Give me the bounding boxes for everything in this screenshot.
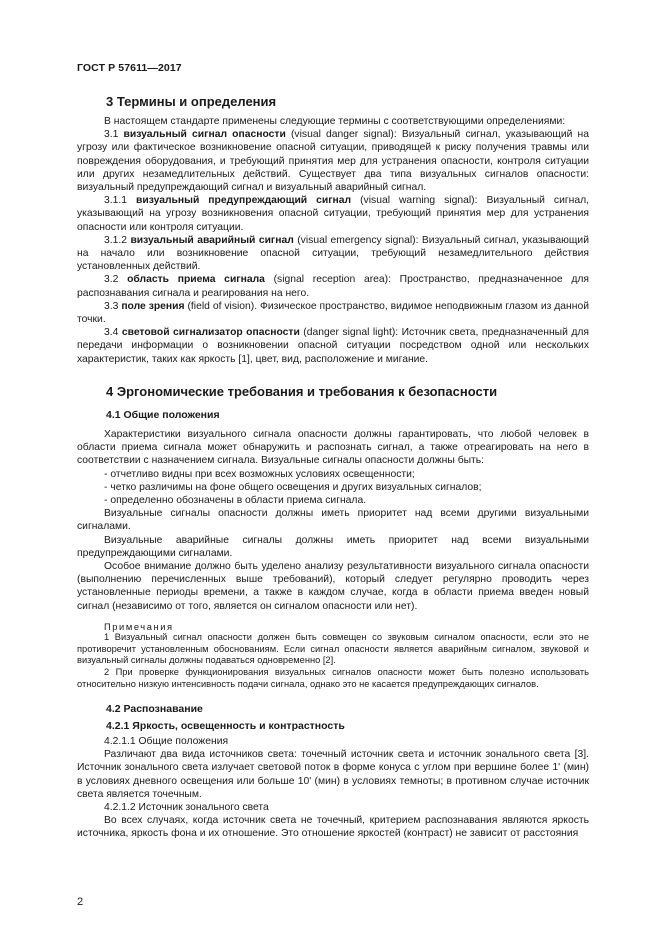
term-3-4-name: световой сигнализатор опасности — [121, 327, 300, 339]
term-3-1-2: 3.1.2 визуальный аварийный сигнал (visual emergency signal): Визуальный сигнал, указывающий на начало или возникновение опасной ситуации, требующий незамедлительного действия установленных действий. — [77, 234, 589, 273]
term-3-1-name: визуальный сигнал опасности — [123, 129, 286, 141]
paragraph: Визуальные сигналы опасности должны иметь приоритет над всеми другими визуальными сигналами. — [77, 508, 589, 533]
bullet-item: - четко различимы на фоне общего освещения и других визуальных сигналов; — [104, 481, 482, 493]
page-number: 2 — [77, 896, 84, 908]
section-4-2-1-body — [77, 735, 589, 841]
document-header: ГОСТ Р 57611—2017 — [77, 62, 182, 74]
section-4-1-title: 4.1 Общие положения — [106, 409, 220, 421]
term-3-1-2-name: визуальный аварийный сигнал — [130, 234, 294, 246]
term-3-4: 3.4 световой сигнализатор опасности (danger signal light): Источник света, предназначенный для передачи информации о возникновении опасной ситуации посредством одной или нескольких характеристик, таких как яркость [1], цвет, вид, расположение и мигание. — [77, 327, 590, 365]
paragraph: Характеристики визуального сигнала опасности должны гарантировать, что любой человек в области приема сигнала может обнаружить и распознать сигнал, а также отреагировать на него в соответствии с назначением сигнала. Визуальные сигналы опасности должны быть: — [77, 429, 589, 467]
section-4-title: 4 Эргономические требования и требования к безопасности — [106, 384, 498, 399]
paragraph: Особое внимание должно быть уделено анализу результативности визуального сигнала опасности (выполнению перечисленных выше требований), который следует регулярно проводить через установленные периоды времени, а также в каждом случае, когда в области приема введен новый сигнал (независимо от того, является он сигналом опасности или нет). — [77, 561, 589, 612]
section-4-2-title: 4.2 Распознавание — [106, 703, 203, 715]
bullet-item: - отчетливо видны при всех возможных условиях освещенности; — [104, 468, 415, 480]
note-1: 1 Визуальный сигнал опасности должен быть совмещен со звуковым сигналом опасности, если это не противоречит установленным обоснованиям. Если сигнал опасности является аварийным сигналом, звуковой и визуальный сигналы должны подаваться одновременно [2]. — [77, 631, 589, 666]
term-3-2-name: область приема сигнала — [127, 274, 265, 286]
term-3-1-1-name: визуальный предупреждающий сигнал — [135, 195, 352, 207]
subsection-4-2-1-2: 4.2.1.2 Источник зонального света — [104, 802, 269, 814]
term-3-3-name: поле зрения — [121, 300, 185, 312]
paragraph: Во всех случаях, когда источник света не точечный, критерием распознавания являются яркость источника, яркость фона и их отношение. Это отношение яркостей (контраст) не зависит от расстояния — [77, 815, 589, 840]
term-3-1: 3.1 визуальный сигнал опасности (visual danger signal): Визуальный сигнал, указывающий на угрозу или фактическое возникновение опасной ситуации, приводящей к риску получения травмы или повреждения оборудования, и требующий принятия мер для устранения опасности, контроля ситуации или других незамедлительных действий. Существует два типа визуальных сигналов опасности: визуальный предупреждающий сигнал и визуальный аварийный сигнал. — [77, 129, 590, 194]
paragraph: Визуальные аварийные сигналы должны иметь приоритет над всеми визуальными предупреждающими сигналами. — [77, 534, 589, 559]
term-3-2: 3.2 область приема сигнала (signal reception area): Пространство, предназначенное для распознавания сигнала и реагирования на него. — [77, 274, 589, 299]
notes-label: Примечания — [104, 621, 174, 632]
term-3-3: 3.3 поле зрения (field of vision). Физическое пространство, видимое неподвижным глазом из данной точки. — [77, 300, 590, 326]
term-3-1-1: 3.1.1 визуальный предупреждающий сигнал (visual warning signal): Визуальный сигнал, указывающий на угрозу возникновения опасной ситуации, требующий принятия мер для устранения опасности или контроля ситуации. — [77, 195, 589, 233]
section-4-2-1-title: 4.2.1 Яркость, освещенность и контрастность — [106, 720, 345, 732]
section-4-1-body — [77, 428, 589, 691]
section-3-intro: В настоящем стандарте применены следующие термины с соответствующими определениями: — [104, 116, 566, 127]
paragraph: Различают два вида источников света: точечный источник света и источник зонального света [3]. Источник зонального света излучает световой поток в форме конуса с углом при вершине более 1' (мин) в условиях дневного освещения или больше 10' (мин) в условиях темноты; в противном случае источник света является точечным. — [77, 749, 589, 800]
subsection-4-2-1-1: 4.2.1.1 Общие положения — [104, 736, 229, 747]
note-2: 2 При проверке функционирования визуальных сигналов опасности может быть полезно использовать относительно низкую интенсивность подачи сигнала, однако это не касается предупреждающих сигналов. — [77, 667, 589, 690]
section-3-title: 3 Термины и определения — [106, 94, 277, 109]
bullet-item: - определенно обозначены в области приема сигнала. — [104, 495, 367, 507]
section-3-body — [77, 115, 589, 366]
